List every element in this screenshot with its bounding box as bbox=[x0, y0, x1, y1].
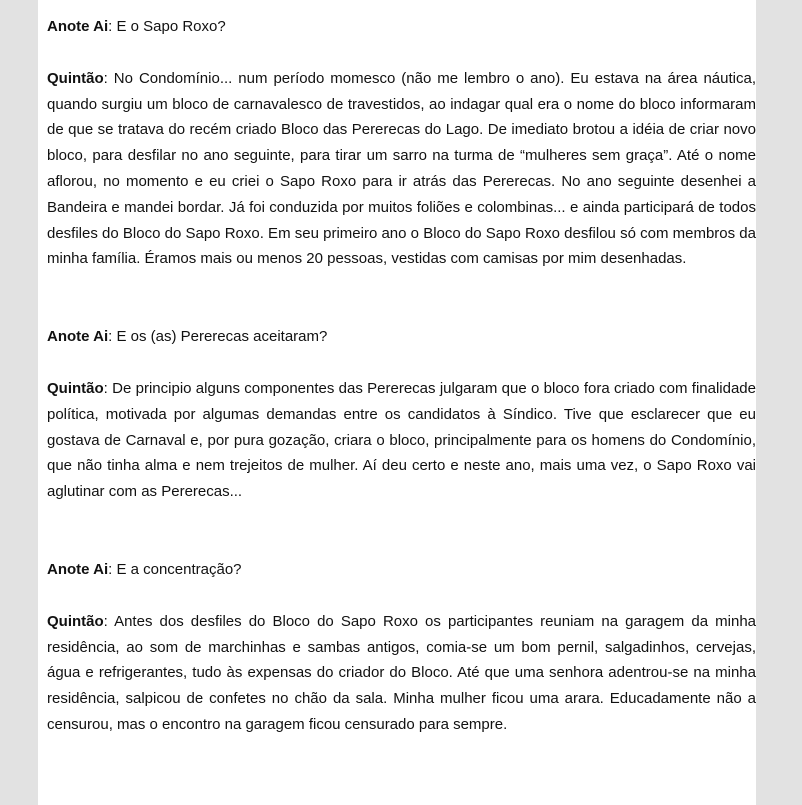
question-1 bbox=[47, 14, 756, 40]
question-text: : E os (as) Pererecas aceitaram? bbox=[108, 328, 328, 346]
answer-text: : Antes dos desfiles do Bloco do Sapo Roxo os participantes reuniam na garagem da minha residência, ao som de marchinhas e sambas antigos, comia-se um bom pernil, salgadinhos, cervejas, água e refrigerantes, tudo às expensas do criador do Bloco. Até que uma senhora adentrou-se na minha residência, salpicou de confetes no chão da sala. Minha mulher ficou uma arara. Educadamente não a censurou, mas o encontro na garagem ficou censurado para sempre. bbox=[47, 612, 756, 733]
answer-text: : No Condomínio... num período momesco (não me lembro o ano). Eu estava na área náutica, quando surgiu um bloco de carnavalesco de travestidos, ao indagar qual era o nome do bloco informaram de que se tratava do recém criado Bloco das Pererecas do Lago. De imediato brotou a idéia de criar novo bloco, para desfilar no ano seguinte, para tirar um sarro na turma de “mulheres sem graça”. Até o nome aflorou, no momento e eu criei o Sapo Roxo para ir atrás das Pererecas. No ano seguinte desenhei a Bandeira e mandei bordar. Já foi conduzida por muitos foliões e colombinas... e ainda participará de todos desfiles do Bloco do Sapo Roxo. Em seu primeiro ano o Bloco do Sapo Roxo desfilou só com membros da minha família. Éramos mais ou menos 20 pessoas, vestidas com camisas por mim desenhadas. bbox=[47, 69, 756, 268]
document-page bbox=[38, 0, 756, 805]
answer-3 bbox=[47, 609, 756, 738]
speaker-label: Anote Ai bbox=[47, 18, 109, 35]
speaker-label: Anote Ai bbox=[47, 560, 109, 578]
paragraph-gap bbox=[47, 583, 756, 609]
answer-text: : De principio alguns componentes das Pererecas julgaram que o bloco fora criado com finalidade política, motivada por algumas demandas entre os candidatos à Síndico. Tive que esclarecer que eu gostava de Carnaval e, por pura gozação, criara o bloco, principalmente para os homens do Condomínio, que não tinha alma e nem trejeitos de mulher. Aí deu certo e neste ano, mais uma vez, o Sapo Roxo vai aglutinar com as Pererecas... bbox=[47, 379, 756, 501]
speaker-label: Quintão bbox=[47, 379, 104, 397]
interview-text bbox=[47, 14, 756, 738]
speaker-label: Anote Ai bbox=[47, 328, 109, 346]
paragraph-gap bbox=[47, 40, 756, 66]
answer-1 bbox=[47, 66, 756, 272]
speaker-label: Quintão bbox=[47, 69, 104, 87]
speaker-label: Quintão bbox=[47, 612, 104, 630]
answer-2 bbox=[47, 376, 756, 505]
paragraph-gap bbox=[47, 350, 756, 376]
question-3 bbox=[47, 557, 756, 583]
question-text: : E o Sapo Roxo? bbox=[108, 18, 226, 35]
question-2 bbox=[47, 324, 756, 350]
section-gap bbox=[47, 272, 756, 324]
section-gap bbox=[47, 505, 756, 557]
question-text: : E a concentração? bbox=[108, 560, 242, 578]
